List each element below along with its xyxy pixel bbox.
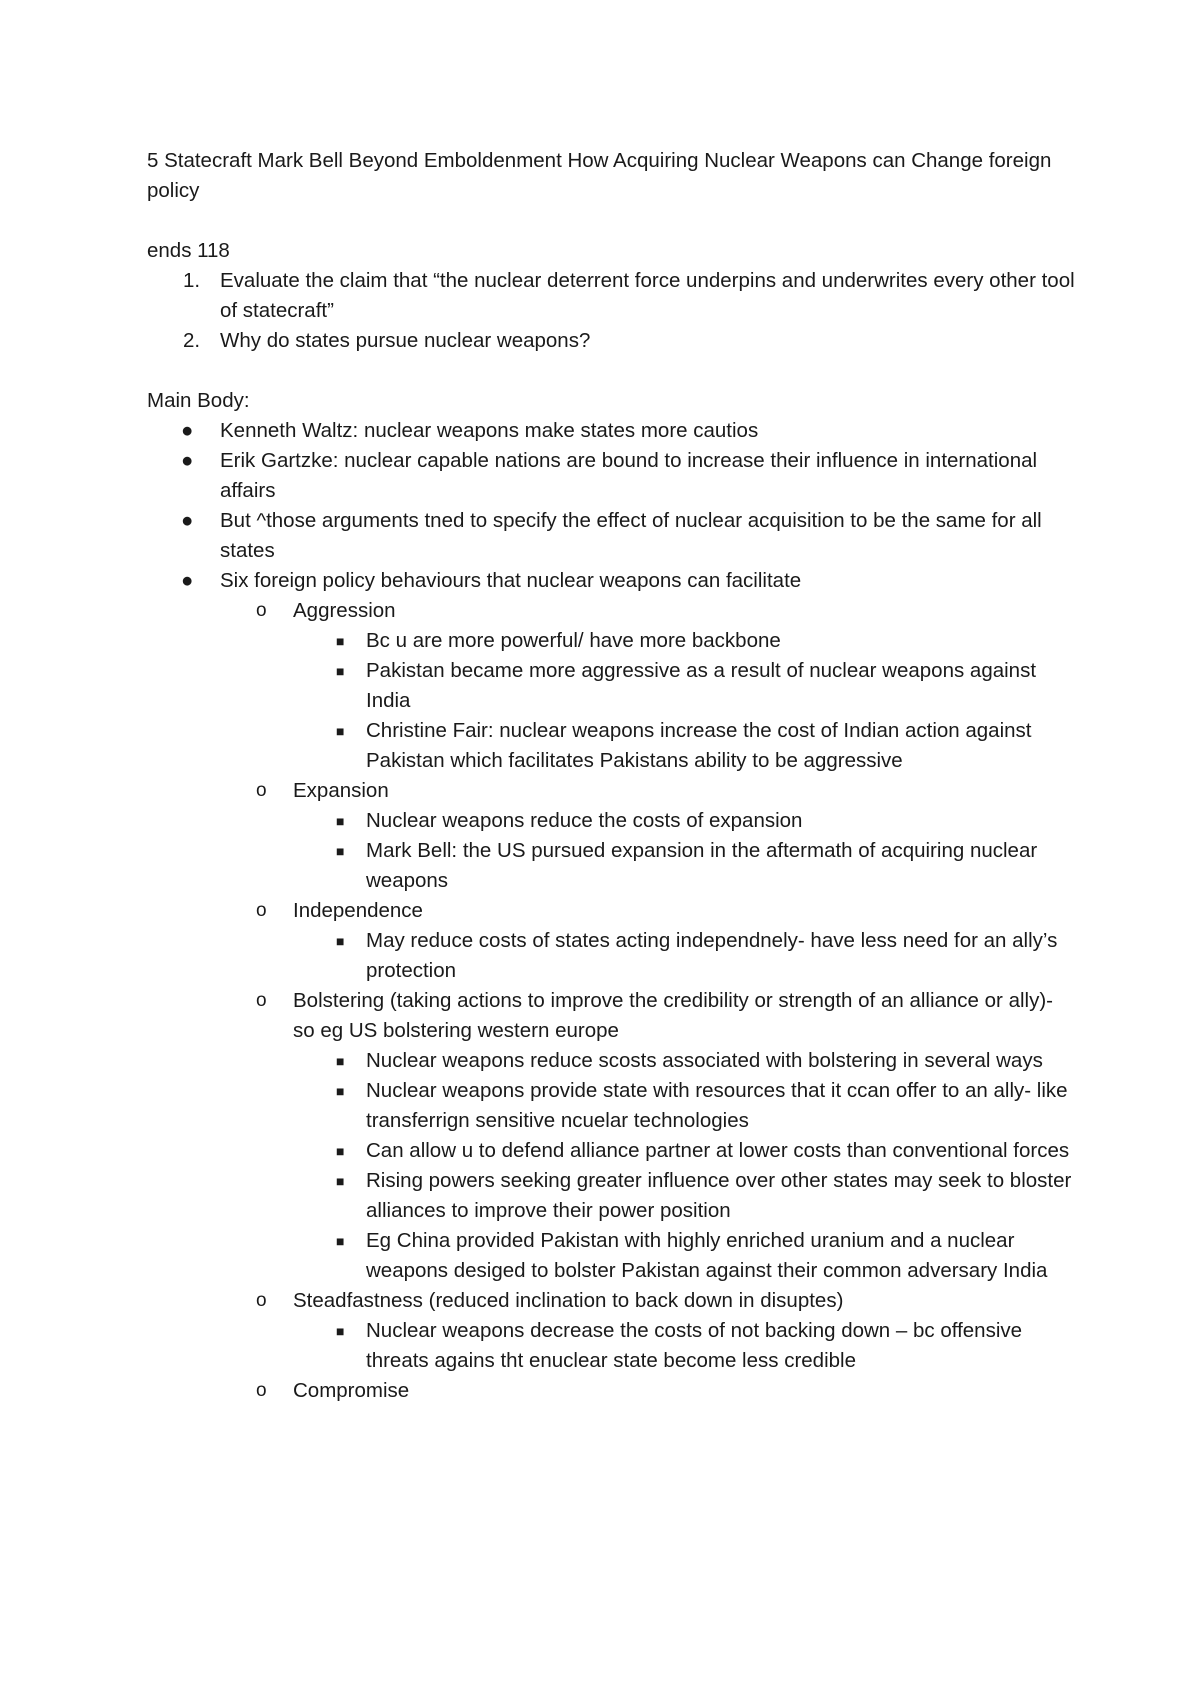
- note-item: [147, 1046, 1077, 1076]
- square-bullet-icon: ■: [336, 1053, 345, 1069]
- square-bullet-icon: ■: [336, 933, 345, 949]
- document-title: 5 Statecraft Mark Bell Beyond Emboldenment How Acquiring Nuclear Weapons can Change foreign policy: [147, 149, 1052, 202]
- square-bullet-icon: ■: [336, 1323, 345, 1339]
- circle-bullet-icon: o: [256, 1380, 267, 1401]
- note-item: [147, 1316, 1077, 1376]
- note-item: [147, 1076, 1077, 1136]
- bullet-icon: ●: [181, 509, 194, 532]
- behaviour-name: Bolstering (taking actions to improve the credibility or strength of an alliance or ally)- so eg US bolstering western europe: [293, 989, 1053, 1042]
- bullet-text: Six foreign policy behaviours that nuclear weapons can facilitate: [220, 569, 802, 592]
- note-item: [147, 926, 1077, 986]
- circle-bullet-icon: o: [256, 1290, 267, 1311]
- behaviour-name: Aggression: [293, 599, 396, 622]
- note-item: [147, 716, 1077, 776]
- note-text: Rising powers seeking greater influence over other states may seek to bloster alliances to improve their power position: [366, 1169, 1072, 1222]
- circle-bullet-icon: o: [256, 600, 267, 621]
- note-item: [147, 626, 1077, 656]
- behaviour-item: [147, 896, 1077, 926]
- circle-bullet-icon: o: [256, 780, 267, 801]
- note-text: Bc u are more powerful/ have more backbone: [366, 629, 781, 652]
- bullet-icon: ●: [181, 569, 194, 592]
- note-text: May reduce costs of states acting independnely- have less need for an ally’s protection: [366, 929, 1058, 982]
- note-item: [147, 836, 1077, 896]
- square-bullet-icon: ■: [336, 1143, 345, 1159]
- note-text: Pakistan became more aggressive as a result of nuclear weapons against India: [366, 659, 1037, 712]
- bullet-text: Kenneth Waltz: nuclear weapons make states more cautios: [220, 419, 759, 442]
- note-text: Can allow u to defend alliance partner at lower costs than conventional forces: [366, 1139, 1070, 1162]
- note-item: [147, 1166, 1077, 1226]
- square-bullet-icon: ■: [336, 843, 345, 859]
- question-text: Evaluate the claim that “the nuclear deterrent force underpins and underwrites every other tool of statecraft”: [220, 269, 1075, 322]
- square-bullet-icon: ■: [336, 723, 345, 739]
- note-text: Nuclear weapons reduce the costs of expansion: [366, 809, 803, 832]
- bullet-text: Erik Gartzke: nuclear capable nations are bound to increase their influence in international affairs: [220, 449, 1038, 502]
- bullet-icon: ●: [181, 449, 194, 472]
- behaviour-name: Steadfastness (reduced inclination to back down in disuptes): [293, 1289, 844, 1312]
- behaviour-name: Compromise: [293, 1379, 410, 1402]
- behaviour-item: [147, 986, 1077, 1046]
- bullet-item: [147, 506, 1077, 566]
- note-text: Mark Bell: the US pursued expansion in the aftermath of acquiring nuclear weapons: [366, 839, 1038, 892]
- behaviour-name: Independence: [293, 899, 423, 922]
- reading-label: ends 118: [147, 239, 230, 262]
- note-item: [147, 656, 1077, 716]
- behaviour-item: [147, 1376, 1077, 1406]
- square-bullet-icon: ■: [336, 633, 345, 649]
- note-text: Nuclear weapons reduce scosts associated with bolstering in several ways: [366, 1049, 1043, 1072]
- circle-bullet-icon: o: [256, 990, 267, 1011]
- bullet-icon: ●: [181, 419, 194, 442]
- note-text: Eg China provided Pakistan with highly enriched uranium and a nuclear weapons desiged to bolster Pakistan against their common adversary India: [366, 1229, 1048, 1282]
- bullet-item: [147, 566, 1077, 596]
- list-number: 2.: [183, 329, 201, 352]
- note-item: [147, 806, 1077, 836]
- note-text: Nuclear weapons decrease the costs of not backing down – bc offensive threats agains tht enuclear state become less credible: [366, 1319, 1023, 1372]
- behaviour-item: [147, 776, 1077, 806]
- square-bullet-icon: ■: [336, 663, 345, 679]
- square-bullet-icon: ■: [336, 813, 345, 829]
- question-text: Why do states pursue nuclear weapons?: [220, 329, 591, 352]
- note-text: Nuclear weapons provide state with resources that it ccan offer to an ally- like transferrign sensitive ncuelar technologies: [366, 1079, 1068, 1132]
- main-body-heading: Main Body:: [147, 389, 250, 412]
- spacer: [147, 206, 1077, 236]
- bullet-item: [147, 446, 1077, 506]
- bullet-item: [147, 416, 1077, 446]
- bullet-text: But ^those arguments tned to specify the effect of nuclear acquisition to be the same for all states: [220, 509, 1042, 562]
- behaviour-name: Expansion: [293, 779, 389, 802]
- note-text: Christine Fair: nuclear weapons increase the cost of Indian action against Pakistan which facilitates Pakistans ability to be aggressive: [366, 719, 1032, 772]
- spacer: [147, 356, 1077, 386]
- document-body: [147, 146, 1077, 1406]
- note-item: [147, 1136, 1077, 1166]
- question-item: [147, 266, 1077, 326]
- question-item: [147, 326, 1077, 356]
- note-item: [147, 1226, 1077, 1286]
- behaviour-item: [147, 1286, 1077, 1316]
- square-bullet-icon: ■: [336, 1083, 345, 1099]
- list-number: 1.: [183, 269, 201, 292]
- square-bullet-icon: ■: [336, 1173, 345, 1189]
- behaviour-item: [147, 596, 1077, 626]
- square-bullet-icon: ■: [336, 1233, 345, 1249]
- circle-bullet-icon: o: [256, 900, 267, 921]
